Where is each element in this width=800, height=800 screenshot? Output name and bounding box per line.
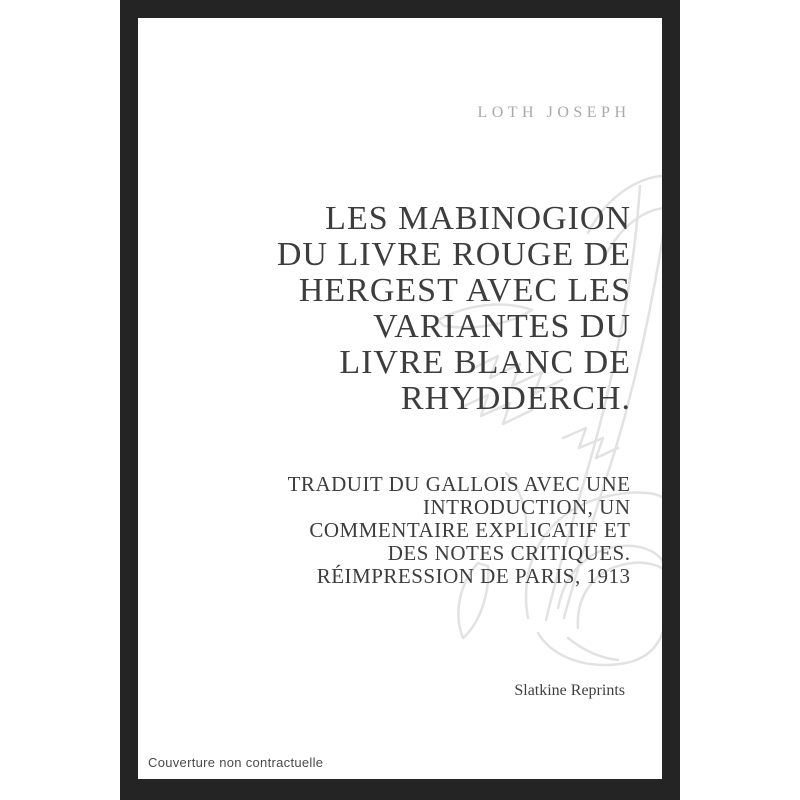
subtitle-line: INTRODUCTION, UN [423,495,631,519]
title-line: HERGEST AVEC LES [298,272,631,309]
book-title [158,201,630,417]
book-cover-inner [138,18,662,779]
subtitle-line: TRADUIT DU GALLOIS AVEC UNE [287,472,631,496]
book-subtitle [158,473,630,588]
publisher-name: Slatkine Reprints [514,682,625,699]
subtitle-line: COMMENTAIRE EXPLICATIF ET [309,518,631,542]
subtitle-line: DES NOTES CRITIQUES. [387,541,631,565]
cover-disclaimer-note: Couverture non contractuelle [148,755,324,770]
author-name: LOTH JOSEPH [477,104,631,121]
book-cover [120,0,680,800]
title-line: LIVRE BLANC DE [339,344,631,381]
title-line: VARIANTES DU [373,308,631,345]
title-line: LES MABINOGION [325,200,631,237]
title-line: RHYDDERCH. [400,380,631,417]
title-line: DU LIVRE ROUGE DE [276,236,631,273]
subtitle-line: RÉIMPRESSION DE PARIS, 1913 [316,564,631,588]
